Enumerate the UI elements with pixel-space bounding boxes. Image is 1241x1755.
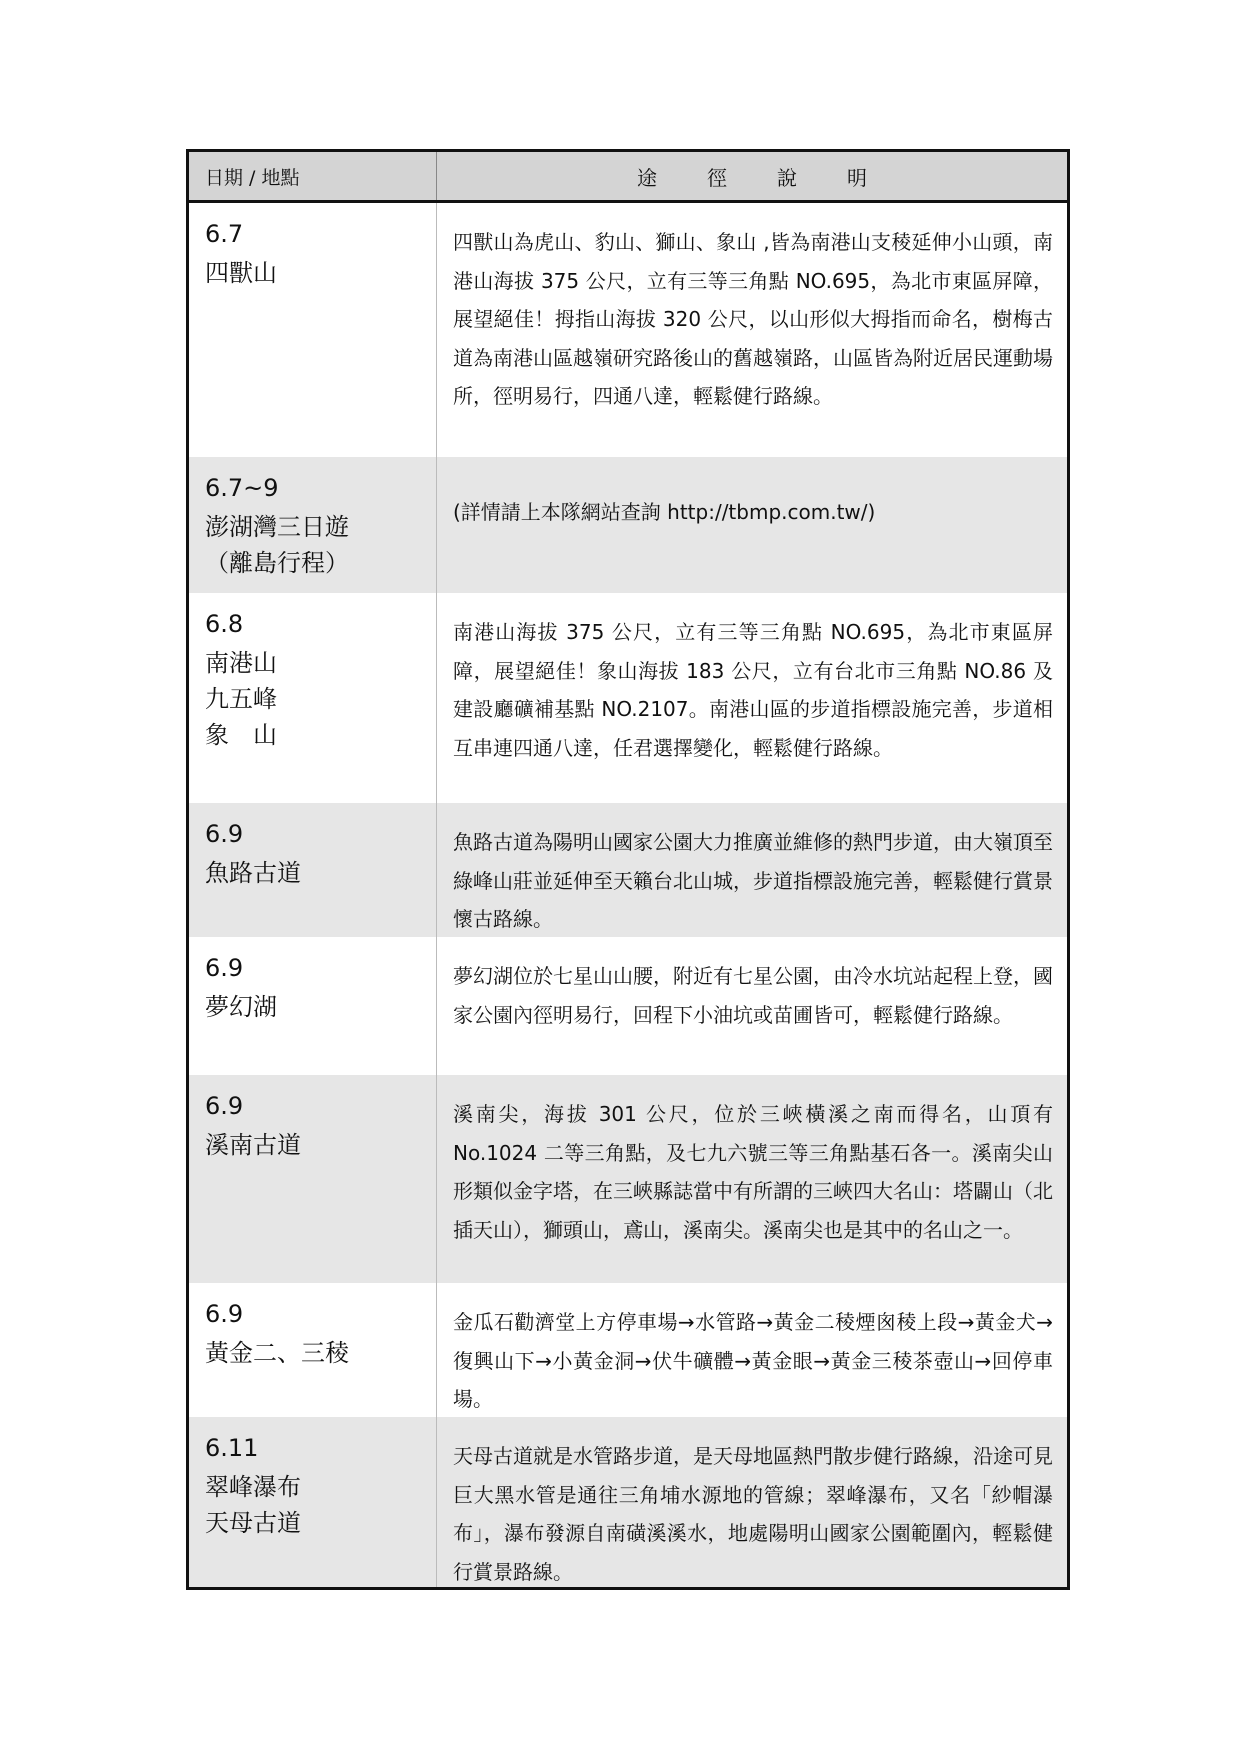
row-description: 夢幻湖位於七星山山腰，附近有七星公園，由冷水坑站起程上登，國家公園內徑明易行，回程下小油坑或苗圃皆可，輕鬆健行路線。 bbox=[453, 964, 1053, 1027]
row-place: 夢幻湖 bbox=[205, 993, 277, 1021]
row-place: 南港山 九五峰 象 山 bbox=[205, 649, 277, 749]
row-place: 溪南古道 bbox=[205, 1131, 301, 1159]
row-date: 6.7~9 bbox=[205, 474, 279, 502]
row-description: 金瓜石勸濟堂上方停車場→水管路→黃金二稜煙囪稜上段→黃金犬→復興山下→小黃金洞→伏牛礦體→黃金眼→黃金三稜茶壺山→回停車場。 bbox=[453, 1310, 1053, 1411]
row-date: 6.9 bbox=[205, 954, 244, 982]
table-row bbox=[189, 937, 1067, 1075]
row-place: 翠峰瀑布 天母古道 bbox=[205, 1473, 301, 1537]
row-date: 6.8 bbox=[205, 610, 244, 638]
row-description: (詳情請上本隊網站查詢 http://tbmp.com.tw/) bbox=[453, 500, 876, 524]
row-date: 6.11 bbox=[205, 1434, 259, 1462]
row-place: 澎湖灣三日遊 （離島行程） bbox=[205, 513, 349, 577]
table-row bbox=[189, 803, 1067, 937]
row-description: 溪南尖，海拔 301 公尺，位於三峽橫溪之南而得名，山頂有 No.1024 二等三角點，及七九六號三等三角點基石各一。溪南尖山形類似金字塔，在三峽縣誌當中有所謂的三峽四大名山：塔闢山（北插天山），獅頭山，鳶山，溪南尖。溪南尖也是其中的名山之一。 bbox=[453, 1102, 1053, 1242]
row-place: 四獸山 bbox=[205, 259, 277, 287]
row-date: 6.9 bbox=[205, 820, 244, 848]
row-place: 魚路古道 bbox=[205, 859, 301, 887]
row-date: 6.7 bbox=[205, 220, 244, 248]
table-row bbox=[189, 457, 1067, 593]
table-row bbox=[189, 593, 1067, 803]
table-header bbox=[189, 152, 1067, 203]
row-date: 6.9 bbox=[205, 1092, 244, 1120]
schedule-table bbox=[186, 149, 1070, 1590]
row-description: 天母古道就是水管路步道，是天母地區熱門散步健行路線，沿途可見巨大黑水管是通往三角埔水源地的管線；翠峰瀑布，又名「紗帽瀑布」，瀑布發源自南磺溪溪水，地處陽明山國家公園範圍內，輕鬆健行賞景路線。 bbox=[453, 1444, 1053, 1584]
row-date: 6.9 bbox=[205, 1300, 244, 1328]
row-description: 四獸山為虎山、豹山、獅山、象山 ,皆為南港山支稜延伸小山頭，南港山海拔 375 公尺，立有三等三角點 NO.695，為北市東區屏障，展望絕佳！拇指山海拔 320 公尺，以山形似大拇指而命名，樹梅古道為南港山區越嶺研究路後山的舊越嶺路，山區皆為附近居民運動場所，徑明易行，四通八達，輕鬆健行路線。 bbox=[453, 230, 1053, 408]
header-date-place: 日期 / 地點 bbox=[189, 152, 437, 200]
table-row bbox=[189, 203, 1067, 457]
table-row bbox=[189, 1283, 1067, 1417]
table-row bbox=[189, 1075, 1067, 1283]
row-description: 南港山海拔 375 公尺，立有三等三角點 NO.695，為北市東區屏障，展望絕佳！象山海拔 183 公尺，立有台北市三角點 NO.86 及建設廳礦補基點 NO.2107。南港山區的步道指標設施完善，步道相互串連四通八達，任君選擇變化，輕鬆健行路線。 bbox=[453, 620, 1053, 760]
table-row bbox=[189, 1417, 1067, 1587]
header-route-description: 途徑說明 bbox=[637, 165, 917, 190]
row-description: 魚路古道為陽明山國家公園大力推廣並維修的熱門步道，由大嶺頂至綠峰山莊並延伸至天籟台北山城，步道指標設施完善，輕鬆健行賞景懷古路線。 bbox=[453, 830, 1053, 931]
row-place: 黃金二、三稜 bbox=[205, 1339, 349, 1367]
